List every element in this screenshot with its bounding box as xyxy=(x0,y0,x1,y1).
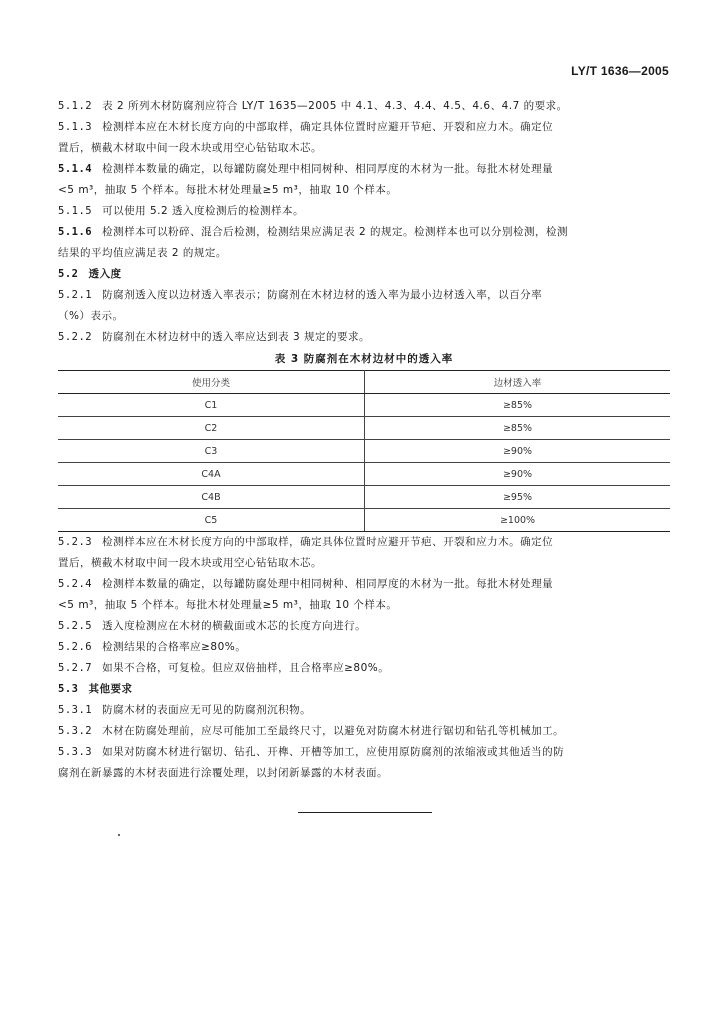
clause-5-3-2 xyxy=(58,721,670,742)
clause-text: 防腐剂在木材边材中的透入率应达到表 3 规定的要求。 xyxy=(102,331,370,343)
end-rule-divider xyxy=(298,812,432,813)
clause-number: 5.1.2 xyxy=(58,100,93,112)
table-header-row xyxy=(58,371,670,394)
clause-text: 防腐剂透入度以边材透入率表示；防腐剂在木材边材的透入率为最小边材透入率，以百分率 xyxy=(102,289,543,301)
clauses-5-1-to-5-2-2 xyxy=(58,96,670,348)
standard-number-header: LY/T 1636—2005 xyxy=(571,64,669,78)
clause-continuation-line xyxy=(58,763,670,784)
table-row xyxy=(58,486,670,509)
clause-text: 透入度检测应在木材的横截面或木芯的长度方向进行。 xyxy=(102,620,367,632)
clause-text: 表 2 所列木材防腐剂应符合 LY/T 1635—2005 中 4.1、4.3、4.4、4.5、4.6、4.7 的要求。 xyxy=(102,100,568,112)
clause-text: <5 m³，抽取 5 个样本。每批木材处理量≥5 m³，抽取 10 个样本。 xyxy=(58,599,398,611)
clause-5-2-2 xyxy=(58,327,670,348)
clause-5-1-3 xyxy=(58,117,670,138)
clause-number: 5.1.5 xyxy=(58,205,93,217)
use-class-cell: C4A xyxy=(58,463,365,486)
clause-text: 如果对防腐木材进行锯切、钻孔、开榫、开槽等加工，应使用原防腐剂的浓缩液或其他适当的防 xyxy=(102,746,565,758)
penetration-rate-cell: ≥90% xyxy=(365,440,671,463)
clause-continuation-line xyxy=(58,180,670,201)
clause-5-2 xyxy=(58,264,670,285)
clause-number: 5.2.4 xyxy=(58,578,93,590)
clause-text: 检测样本数量的确定，以每罐防腐处理中相同树种、相同厚度的木材为一批。每批木材处理量 xyxy=(102,578,554,590)
penetration-rate-cell: ≥90% xyxy=(365,463,671,486)
table-row xyxy=(58,509,670,532)
clause-text: 检测样本可以粉碎、混合后检测，检测结果应满足表 2 的规定。检测样本也可以分别检测，检测 xyxy=(102,226,568,238)
clause-number: 5.1.3 xyxy=(58,121,93,133)
clause-continuation-line xyxy=(58,306,670,327)
column-header-penetration-rate: 边材透入率 xyxy=(365,371,671,394)
clause-text: （%）表示。 xyxy=(58,310,124,322)
clause-text: 检测样本应在木材长度方向的中部取样，确定具体位置时应避开节疤、开裂和应力木。确定位 xyxy=(102,121,554,133)
clause-5-2-7 xyxy=(58,658,670,679)
penetration-rate-cell: ≥85% xyxy=(365,394,671,417)
column-header-use-class: 使用分类 xyxy=(58,371,365,394)
section-heading: 其他要求 xyxy=(88,683,133,695)
clause-number: 5.1.6 xyxy=(58,226,93,238)
clause-text: 如果不合格，可复检。但应双倍抽样，且合格率应≥80%。 xyxy=(102,662,390,674)
penetration-rate-cell: ≥100% xyxy=(365,509,671,532)
clause-5-1-4 xyxy=(58,159,670,180)
clause-text: 检测样本数量的确定，以每罐防腐处理中相同树种、相同厚度的木材为一批。每批木材处理量 xyxy=(102,163,554,175)
clause-5-1-6 xyxy=(58,222,670,243)
clause-number: 5.2.6 xyxy=(58,641,93,653)
clause-text: 检测样本应在木材长度方向的中部取样，确定具体位置时应避开节疤、开裂和应力木。确定位 xyxy=(102,536,554,548)
clause-number: 5.3.1 xyxy=(58,704,93,716)
clause-5-2-6 xyxy=(58,637,670,658)
clause-text: 置后，横截木材取中间一段木块或用空心钻钻取木芯。 xyxy=(58,557,322,569)
clause-number: 5.2.1 xyxy=(58,289,93,301)
penetration-rate-cell: ≥95% xyxy=(365,486,671,509)
clause-number: 5.2.7 xyxy=(58,662,93,674)
clause-text: 木材在防腐处理前，应尽可能加工至最终尺寸，以避免对防腐木材进行锯切和钻孔等机械加工。 xyxy=(102,725,565,737)
clause-continuation-line xyxy=(58,138,670,159)
clause-5-3-1 xyxy=(58,700,670,721)
clause-continuation-line xyxy=(58,243,670,264)
clause-5-3-3 xyxy=(58,742,670,763)
clause-text: 检测结果的合格率应≥80%。 xyxy=(102,641,247,653)
use-class-cell: C1 xyxy=(58,394,365,417)
clause-text: 防腐木材的表面应无可见的防腐剂沉积物。 xyxy=(102,704,312,716)
penetration-table xyxy=(58,370,670,532)
use-class-cell: C3 xyxy=(58,440,365,463)
clause-continuation-line xyxy=(58,595,670,616)
table-3-title: 表 3 防腐剂在木材边材中的透入率 xyxy=(274,353,454,365)
clause-text: <5 m³，抽取 5 个样本。每批木材处理量≥5 m³，抽取 10 个样本。 xyxy=(58,184,398,196)
use-class-cell: C4B xyxy=(58,486,365,509)
clause-5-2-5 xyxy=(58,616,670,637)
penetration-rate-cell: ≥85% xyxy=(365,417,671,440)
clauses-5-2-3-to-5-3-3 xyxy=(58,532,670,784)
clause-text: 可以使用 5.2 透入度检测后的检测样本。 xyxy=(102,205,304,217)
clause-number: 5.3.2 xyxy=(58,725,93,737)
clause-text: 结果的平均值应满足表 2 的规定。 xyxy=(58,247,227,259)
clause-number: 5.1.4 xyxy=(58,163,93,175)
clause-5-1-2 xyxy=(58,96,670,117)
table-row xyxy=(58,440,670,463)
use-class-cell: C2 xyxy=(58,417,365,440)
clause-5-2-3 xyxy=(58,532,670,553)
clause-number: 5.2.2 xyxy=(58,331,93,343)
clause-number: 5.2.3 xyxy=(58,536,93,548)
clause-5-3 xyxy=(58,679,670,700)
clause-5-2-1 xyxy=(58,285,670,306)
scan-speck xyxy=(118,834,120,836)
clause-continuation-line xyxy=(58,553,670,574)
clause-number: 5.2.5 xyxy=(58,620,93,632)
table-row xyxy=(58,417,670,440)
clause-number: 5.2 xyxy=(58,268,79,280)
clause-5-1-5 xyxy=(58,201,670,222)
clause-text: 腐剂在新暴露的木材表面进行涂覆处理，以封闭新暴露的木材表面。 xyxy=(58,767,388,779)
table-row xyxy=(58,394,670,417)
clause-number: 5.3.3 xyxy=(58,746,93,758)
clause-number: 5.3 xyxy=(58,683,79,695)
section-heading: 透入度 xyxy=(88,268,122,280)
table-row xyxy=(58,463,670,486)
clause-text: 置后，横截木材取中间一段木块或用空心钻钻取木芯。 xyxy=(58,142,322,154)
clause-5-2-4 xyxy=(58,574,670,595)
document-body xyxy=(58,96,670,784)
use-class-cell: C5 xyxy=(58,509,365,532)
